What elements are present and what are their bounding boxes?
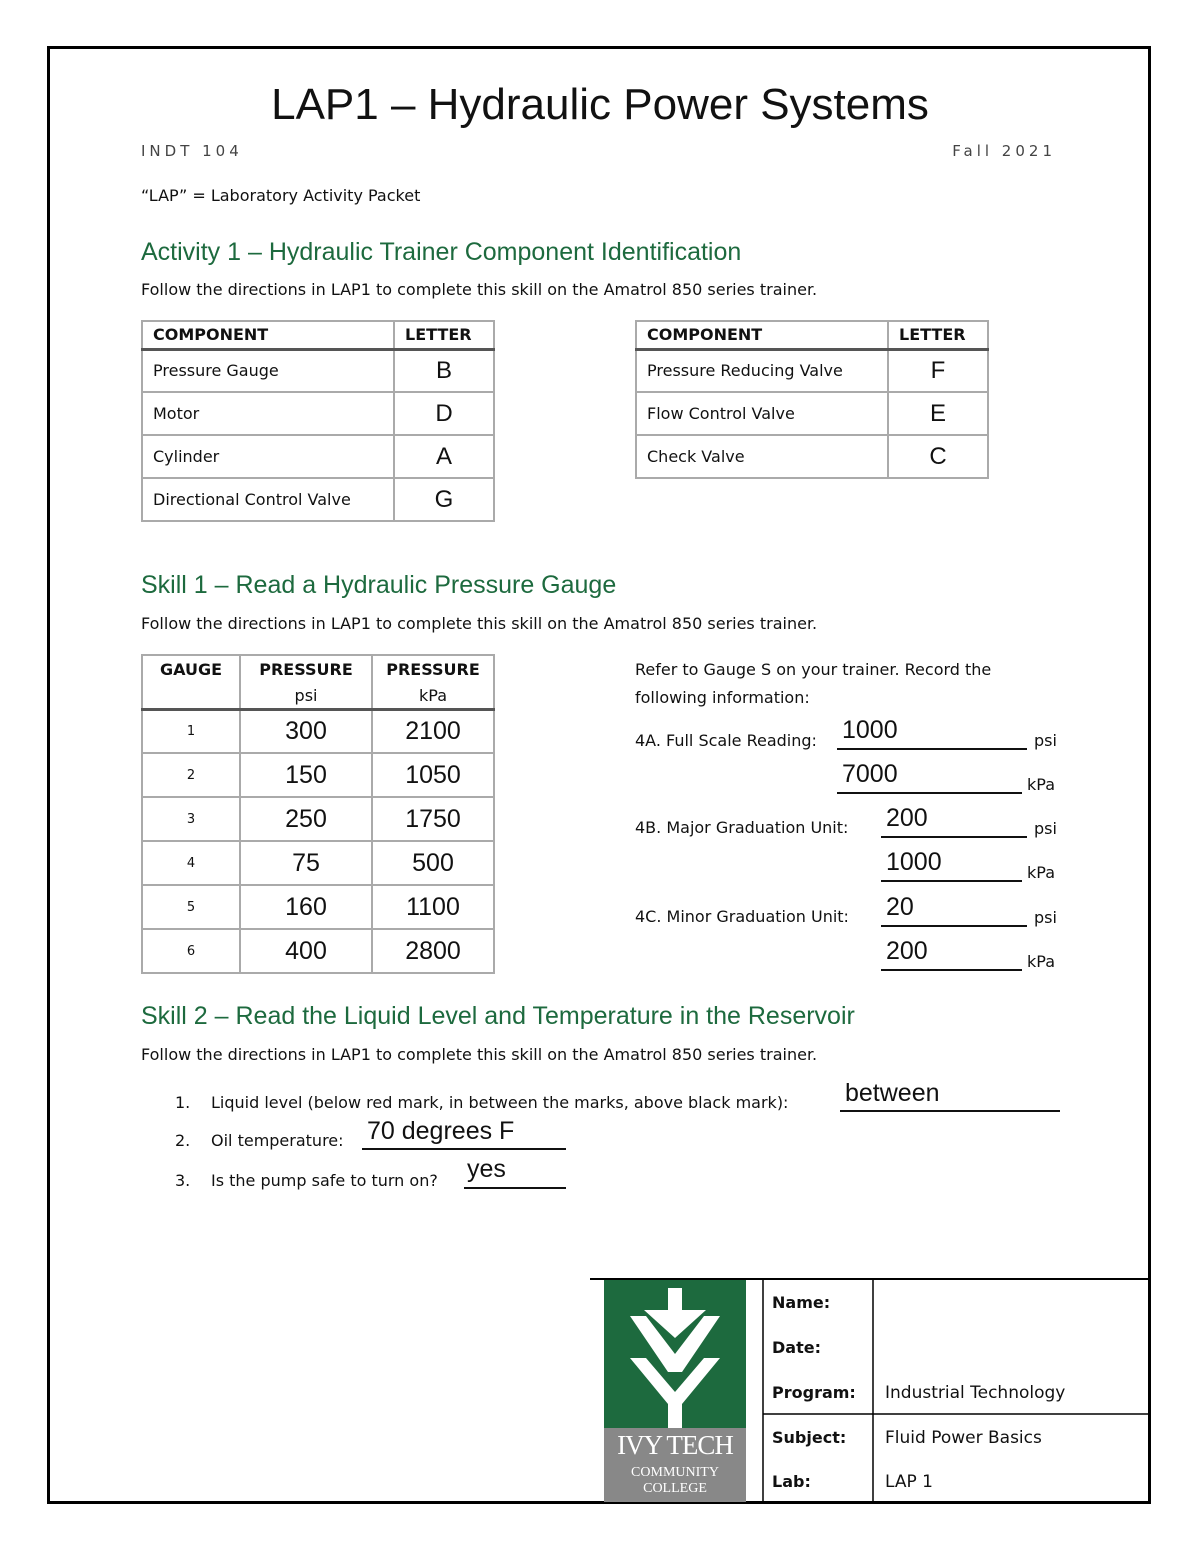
unit-psi-label: psi bbox=[1034, 819, 1057, 838]
logo-college-text: COLLEGE bbox=[643, 1481, 707, 1496]
col-gauge: GAUGE bbox=[142, 655, 240, 683]
table-row bbox=[636, 392, 988, 435]
col-pressure-kpa: PRESSURE bbox=[372, 655, 494, 683]
answer-line bbox=[464, 1187, 566, 1189]
unit-kpa: kPa bbox=[372, 683, 494, 709]
answer-line bbox=[881, 880, 1022, 882]
table-row bbox=[142, 435, 494, 478]
activity1-heading: Activity 1 – Hydraulic Trainer Component Identification bbox=[141, 238, 742, 266]
full-scale-psi-value: 1000 bbox=[842, 716, 898, 744]
answer-line bbox=[881, 925, 1027, 927]
pressure-kpa: 2100 bbox=[372, 709, 494, 753]
pressure-psi: 160 bbox=[240, 885, 372, 929]
table-row bbox=[142, 709, 494, 753]
unit-kpa-label: kPa bbox=[1027, 952, 1055, 971]
component-name: Check Valve bbox=[636, 435, 888, 478]
pressure-kpa: 1100 bbox=[372, 885, 494, 929]
unit-kpa-label: kPa bbox=[1027, 863, 1055, 882]
unit-psi-label: psi bbox=[1034, 908, 1057, 927]
answer-line bbox=[837, 792, 1022, 794]
skill2-directions: Follow the directions in LAP1 to complete this skill on the Amatrol 850 series trainer. bbox=[141, 1045, 818, 1064]
unit-kpa-label: kPa bbox=[1027, 775, 1055, 794]
col-component: COMPONENT bbox=[636, 321, 888, 349]
list-item-number: 2. bbox=[175, 1131, 191, 1150]
logo-ivy-tech-text: IVY TECH bbox=[617, 1430, 733, 1460]
gauge-table bbox=[141, 654, 495, 974]
pressure-psi: 300 bbox=[240, 709, 372, 753]
component-table-left bbox=[141, 320, 495, 522]
gauge-number: 2 bbox=[142, 753, 240, 797]
lab-value: LAP 1 bbox=[885, 1472, 933, 1492]
table-row bbox=[142, 392, 494, 435]
pressure-kpa: 1050 bbox=[372, 753, 494, 797]
pressure-kpa: 1750 bbox=[372, 797, 494, 841]
gauge-number: 6 bbox=[142, 929, 240, 973]
liquid-level-answer: between bbox=[845, 1079, 940, 1107]
skill1-directions: Follow the directions in LAP1 to complete this skill on the Amatrol 850 series trainer. bbox=[141, 614, 818, 633]
pressure-kpa: 500 bbox=[372, 841, 494, 885]
table-row bbox=[636, 435, 988, 478]
component-table-right bbox=[635, 320, 989, 479]
component-name: Flow Control Valve bbox=[636, 392, 888, 435]
ivy-tech-logo bbox=[604, 1280, 746, 1502]
skill1-heading: Skill 1 – Read a Hydraulic Pressure Gauge bbox=[141, 571, 617, 599]
col-letter: LETTER bbox=[888, 321, 988, 349]
minor-kpa-value: 200 bbox=[886, 937, 928, 965]
lab-label: Lab: bbox=[772, 1472, 811, 1491]
full-scale-label: 4A. Full Scale Reading: bbox=[635, 731, 817, 750]
full-scale-kpa-value: 7000 bbox=[842, 760, 898, 788]
activity1-directions: Follow the directions in LAP1 to complete this skill on the Amatrol 850 series trainer. bbox=[141, 280, 818, 299]
major-kpa-value: 1000 bbox=[886, 848, 942, 876]
gauge-number: 1 bbox=[142, 709, 240, 753]
liquid-level-question: Liquid level (below red mark, in between the marks, above black mark): bbox=[211, 1093, 789, 1112]
gauge-number: 5 bbox=[142, 885, 240, 929]
pump-safe-answer: yes bbox=[467, 1155, 506, 1183]
table-row bbox=[142, 478, 494, 521]
component-name: Motor bbox=[142, 392, 394, 435]
component-letter: D bbox=[394, 392, 494, 435]
logo-community-text: COMMUNITY bbox=[631, 1465, 719, 1480]
subject-value: Fluid Power Basics bbox=[885, 1428, 1042, 1448]
answer-line bbox=[362, 1148, 566, 1150]
minor-psi-value: 20 bbox=[886, 893, 914, 921]
pump-safe-question: Is the pump safe to turn on? bbox=[211, 1171, 438, 1190]
component-name: Directional Control Valve bbox=[142, 478, 394, 521]
table-row bbox=[142, 753, 494, 797]
table-row bbox=[142, 841, 494, 885]
major-graduation-label: 4B. Major Graduation Unit: bbox=[635, 818, 849, 837]
col-letter: LETTER bbox=[394, 321, 494, 349]
program-value: Industrial Technology bbox=[885, 1383, 1066, 1403]
component-name: Cylinder bbox=[142, 435, 394, 478]
component-letter: G bbox=[394, 478, 494, 521]
pressure-psi: 150 bbox=[240, 753, 372, 797]
date-label: Date: bbox=[772, 1338, 821, 1357]
gauge-number: 4 bbox=[142, 841, 240, 885]
ivy-leaf-icon bbox=[604, 1280, 746, 1428]
skill2-heading: Skill 2 – Read the Liquid Level and Temperature in the Reservoir bbox=[141, 1002, 855, 1030]
component-letter: E bbox=[888, 392, 988, 435]
refer-instructions: Refer to Gauge S on your trainer. Record the following information: bbox=[635, 660, 992, 707]
table-row bbox=[142, 885, 494, 929]
component-letter: B bbox=[394, 349, 494, 392]
name-label: Name: bbox=[772, 1293, 831, 1312]
pressure-psi: 400 bbox=[240, 929, 372, 973]
course-code: INDT 104 bbox=[141, 142, 243, 160]
table-row bbox=[142, 929, 494, 973]
oil-temperature-question: Oil temperature: bbox=[211, 1131, 344, 1150]
unit-psi: psi bbox=[240, 683, 372, 709]
table-row bbox=[142, 797, 494, 841]
table-row bbox=[142, 349, 494, 392]
list-item-number: 1. bbox=[175, 1093, 191, 1112]
answer-line bbox=[840, 1110, 1060, 1112]
col-component: COMPONENT bbox=[142, 321, 394, 349]
answer-line bbox=[881, 836, 1027, 838]
major-psi-value: 200 bbox=[886, 804, 928, 832]
component-name: Pressure Reducing Valve bbox=[636, 349, 888, 392]
unit-psi-label: psi bbox=[1034, 731, 1057, 750]
minor-graduation-label: 4C. Minor Graduation Unit: bbox=[635, 907, 849, 926]
answer-line bbox=[881, 969, 1022, 971]
component-letter: C bbox=[888, 435, 988, 478]
lap-definition: “LAP” = Laboratory Activity Packet bbox=[141, 186, 421, 205]
program-label: Program: bbox=[772, 1383, 856, 1402]
answer-line bbox=[837, 748, 1027, 750]
col-gauge-blank bbox=[142, 683, 240, 709]
table-row bbox=[636, 349, 988, 392]
col-pressure-psi: PRESSURE bbox=[240, 655, 372, 683]
pressure-psi: 75 bbox=[240, 841, 372, 885]
pressure-kpa: 2800 bbox=[372, 929, 494, 973]
subject-label: Subject: bbox=[772, 1428, 847, 1447]
term: Fall 2021 bbox=[952, 142, 1056, 160]
pressure-psi: 250 bbox=[240, 797, 372, 841]
component-letter: F bbox=[888, 349, 988, 392]
oil-temperature-answer: 70 degrees F bbox=[367, 1117, 515, 1145]
list-item-number: 3. bbox=[175, 1171, 191, 1190]
component-name: Pressure Gauge bbox=[142, 349, 394, 392]
page-title: LAP1 – Hydraulic Power Systems bbox=[271, 80, 929, 129]
gauge-number: 3 bbox=[142, 797, 240, 841]
component-letter: A bbox=[394, 435, 494, 478]
